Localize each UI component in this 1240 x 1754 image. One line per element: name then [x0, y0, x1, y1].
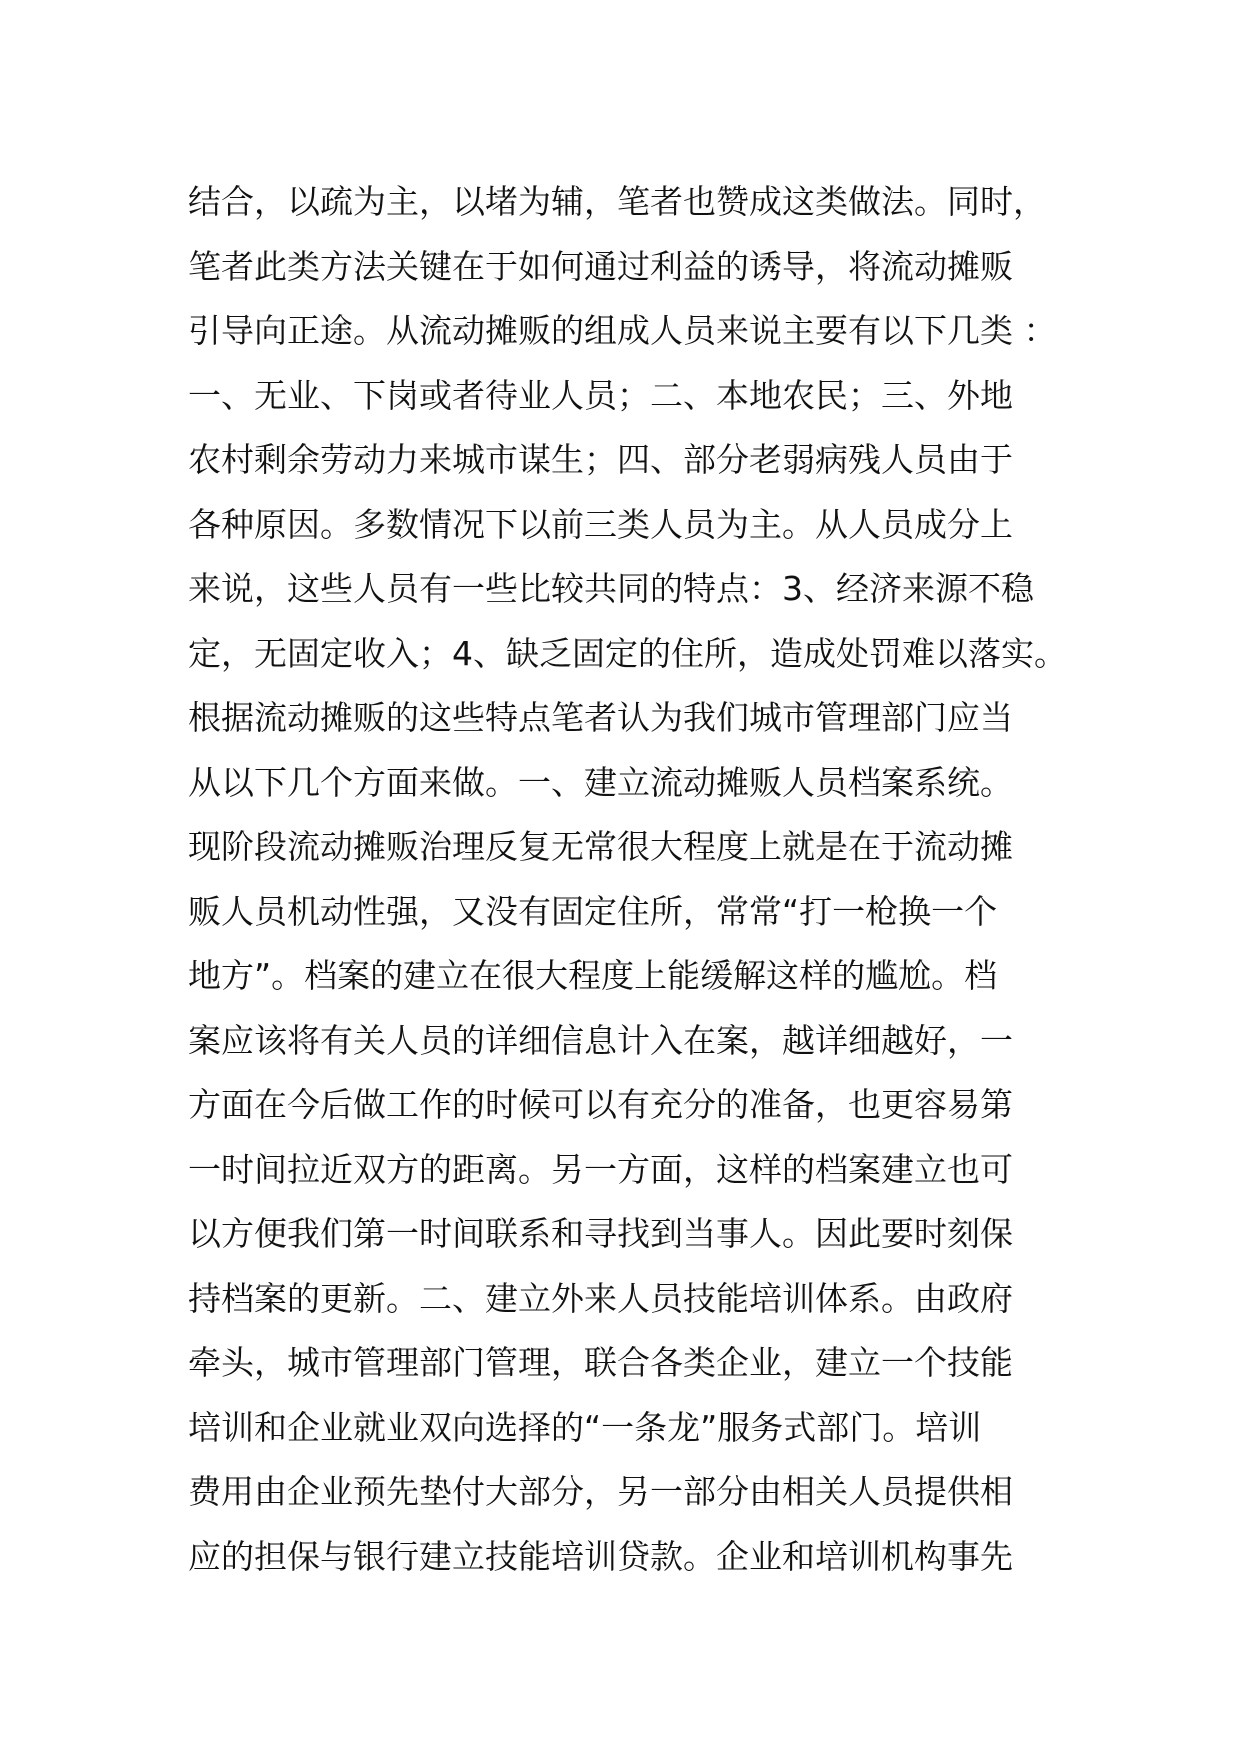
text-line: 一时间拉近双方的距离。另一方面，这样的档案建立也可	[188, 1149, 1013, 1189]
text-line: 来说，这些人员有一些比较共同的特点：3、经济来源不稳	[188, 569, 1034, 608]
text-line: 案应该将有关人员的详细信息计入在案，越详细越好，一	[188, 1020, 1013, 1060]
text-line: 牵头，城市管理部门管理，联合各类企业，建立一个技能	[188, 1343, 1013, 1382]
text-line: 笔者此类方法关键在于如何通过利益的诱导，将流动摊贩	[188, 246, 1013, 286]
text-line: 各种原因。多数情况下以前三类人员为主。从人员成分上	[188, 504, 1013, 544]
text-line: 定，无固定收入；4、缺乏固定的住所，造成处罚难以落实。	[188, 633, 1067, 673]
text-line: 一、无业、下岗或者待业人员；二、本地农民；三、外地	[188, 375, 1013, 415]
text-line: 应的担保与银行建立技能培训贷款。企业和培训机构事先	[188, 1536, 1013, 1576]
text-line: 结合，以疏为主，以堵为辅，笔者也赞成这类做法。同时，	[188, 182, 1046, 221]
text-line: 地方”。档案的建立在很大程度上能缓解这样的尴尬。档	[188, 956, 998, 995]
text-line: 引导向正途。从流动摊贩的组成人员来说主要有以下几类 ：	[188, 311, 1057, 350]
text-line: 贩人员机动性强，又没有固定住所，常常“打一枪换一个	[188, 891, 998, 931]
text-line: 培训和企业就业双向选择的“一条龙”服务式部门。培训	[188, 1407, 982, 1447]
text-line: 费用由企业预先垫付大部分，另一部分由相关人员提供相	[188, 1472, 1013, 1511]
text-line: 现阶段流动摊贩治理反复无常很大程度上就是在于流动摊	[188, 827, 1013, 866]
text-line: 农村剩余劳动力来城市谋生；四、部分老弱病残人员由于	[188, 440, 1013, 479]
text-line: 从以下几个方面来做。一、建立流动摊贩人员档案系统。	[188, 762, 1013, 802]
text-line: 以方便我们第一时间联系和寻找到当事人。因此要时刻保	[188, 1214, 1013, 1253]
text-line: 方面在今后做工作的时候可以有充分的准备，也更容易第	[188, 1085, 1013, 1124]
text-line: 根据流动摊贩的这些特点笔者认为我们城市管理部门应当	[188, 698, 1013, 737]
body-text	[188, 170, 1088, 1589]
text-line: 持档案的更新。二、建立外来人员技能培训体系。由政府	[188, 1278, 1013, 1318]
